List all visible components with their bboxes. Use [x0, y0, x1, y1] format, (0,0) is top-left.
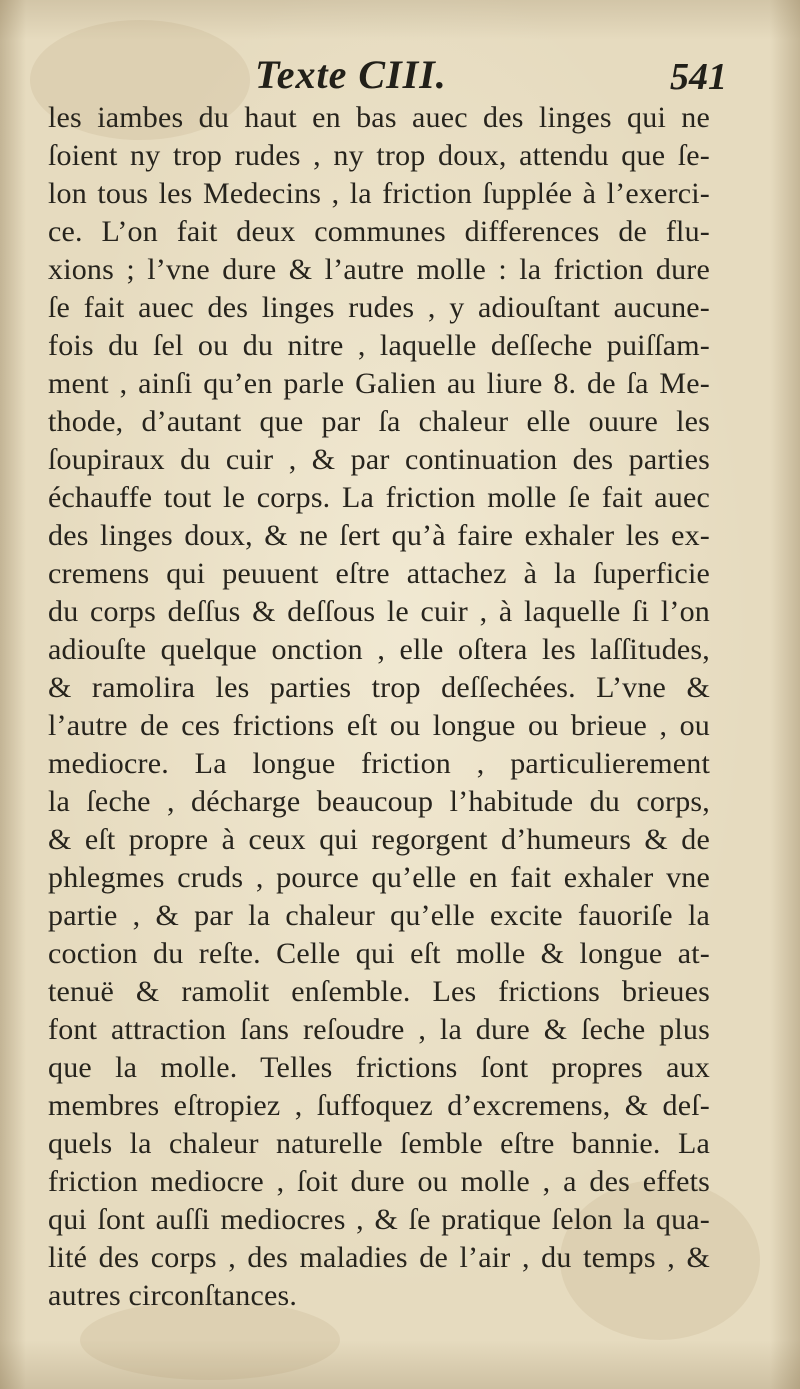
text-line: thode, d’autant que par ſa chaleur elle ouure les — [48, 405, 710, 438]
text-line: quels la chaleur naturelle ſemble eſtre bannie. La — [48, 1127, 710, 1160]
page-number: 541 — [670, 56, 727, 98]
text-line: phlegmes cruds , pource qu’elle en fait exhaler vne — [48, 861, 710, 894]
page-header — [0, 50, 800, 100]
text-line: des linges doux, & ne ſert qu’à faire exhaler les ex- — [48, 519, 710, 552]
text-line: ce. L’on fait deux communes differences de flu- — [48, 215, 710, 248]
text-line: ſe fait auec des linges rudes , y adiouſtant aucune- — [48, 291, 710, 324]
text-line: lité des corps , des maladies de l’air , du temps , & — [48, 1241, 710, 1274]
text-line: tenuë & ramolit enſemble. Les frictions brieues — [48, 975, 710, 1008]
text-line: xions ; l’vne dure & l’autre molle : la friction dure — [48, 253, 710, 286]
text-line: coction du reſte. Celle qui eſt molle & longue at- — [48, 937, 710, 970]
text-line: échauffe tout le corps. La friction molle ſe fait auec — [48, 481, 710, 514]
text-line: partie , & par la chaleur qu’elle excite fauoriſe la — [48, 899, 710, 932]
text-line: l’autre de ces frictions eſt ou longue ou brieue , ou — [48, 709, 710, 742]
text-line: les iambes du haut en bas auec des linges qui ne — [48, 101, 710, 134]
text-line: adiouſte quelque onction , elle oſtera les laſſitudes, — [48, 633, 710, 666]
text-line-last: autres circonſtances. — [48, 1279, 298, 1312]
text-line: cremens qui peuuent eſtre attachez à la ſuperficie — [48, 557, 710, 590]
running-title: Texte CIII. — [255, 52, 447, 97]
text-line: friction mediocre , ſoit dure ou molle , a des effets — [48, 1165, 710, 1198]
text-line: font attraction ſans reſoudre , la dure & ſeche plus — [48, 1013, 710, 1046]
text-line: & ramolira les parties trop deſſechées. L’vne & — [48, 671, 710, 704]
text-line: lon tous les Medecins , la friction ſupplée à l’exerci- — [48, 177, 710, 210]
text-line: la ſeche , décharge beaucoup l’habitude du corps, — [48, 785, 710, 818]
text-line: que la molle. Telles frictions ſont propres aux — [48, 1051, 710, 1084]
text-line: ſoient ny trop rudes , ny trop doux, attendu que ſe- — [48, 139, 710, 172]
text-line: ſoupiraux du cuir , & par continuation des parties — [48, 443, 710, 476]
text-line: ment , ainſi qu’en parle Galien au liure 8. de ſa Me- — [48, 367, 710, 400]
text-line: du corps deſſus & deſſous le cuir , à laquelle ſi l’on — [48, 595, 710, 628]
text-line: membres eſtropiez , ſuffoquez d’excremens, & deſ- — [48, 1089, 710, 1122]
text-line: fois du ſel ou du nitre , laquelle deſſeche puiſſam- — [48, 329, 710, 362]
text-line: & eſt propre à ceux qui regorgent d’humeurs & de — [48, 823, 710, 856]
text-line: qui ſont auſſi mediocres , & ſe pratique ſelon la qua- — [48, 1203, 710, 1236]
text-line: mediocre. La longue friction , particulierement — [48, 747, 710, 780]
